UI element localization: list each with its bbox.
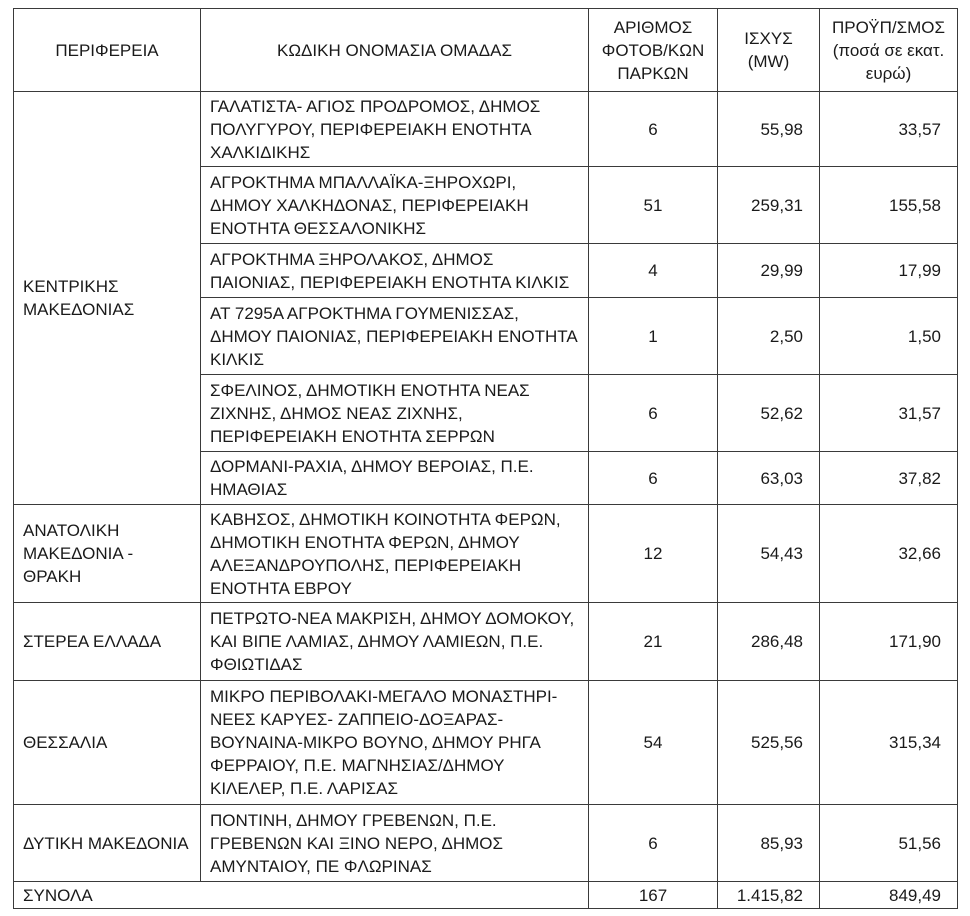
group-cell: ΑΓΡΟΚΤΗΜΑ ΞΗΡΟΛΑΚΟΣ, ΔΗΜΟΣ ΠΑΙΟΝΙΑΣ, ΠΕΡΙΦΕΡΕΙΑΚΗ ΕΝΟΤΗΤΑ ΚΙΛΚΙΣ xyxy=(201,244,589,298)
budget-cell: 17,99 xyxy=(820,244,958,298)
parks-cell: 6 xyxy=(589,805,718,882)
table-row xyxy=(14,92,958,167)
header-parks: ΑΡΙΘΜΟΣ ΦΟΤΟΒ/ΚΩΝ ΠΑΡΚΩΝ xyxy=(589,9,718,92)
group-cell: ΠΕΤΡΩΤΟ-ΝΕΑ ΜΑΚΡΙΣΗ, ΔΗΜΟΥ ΔΟΜΟΚΟΥ, ΚΑΙ ΒΙΠΕ ΛΑΜΙΑΣ, ΔΗΜΟΥ ΛΑΜΙΕΩΝ, Π.Ε. ΦΘΙΩΤΙΔΑΣ xyxy=(201,603,589,681)
budget-cell: 51,56 xyxy=(820,805,958,882)
power-cell: 259,31 xyxy=(718,167,820,244)
power-cell: 525,56 xyxy=(718,681,820,805)
power-cell: 29,99 xyxy=(718,244,820,298)
table-row xyxy=(14,505,958,603)
region-cell: ΣΤΕΡΕΑ ΕΛΛΑΔΑ xyxy=(14,603,201,681)
totals-power: 1.415,82 xyxy=(718,882,820,909)
group-cell: ΑΓΡΟΚΤΗΜΑ ΜΠΑΛΛΑΪΚΑ-ΞΗΡΟΧΩΡΙ, ΔΗΜΟΥ ΧΑΛΚΗΔΟΝΑΣ, ΠΕΡΙΦΕΡΕΙΑΚΗ ΕΝΟΤΗΤΑ ΘΕΣΣΑΛΟΝΙΚΗΣ xyxy=(201,167,589,244)
budget-cell: 315,34 xyxy=(820,681,958,805)
region-cell: ΔΥΤΙΚΗ ΜΑΚΕΔΟΝΙΑ xyxy=(14,805,201,882)
parks-cell: 21 xyxy=(589,603,718,681)
parks-cell: 4 xyxy=(589,244,718,298)
parks-cell: 1 xyxy=(589,298,718,375)
budget-cell: 171,90 xyxy=(820,603,958,681)
group-cell: ΣΦΕΛΙΝΟΣ, ΔΗΜΟΤΙΚΗ ΕΝΟΤΗΤΑ ΝΕΑΣ ΖΙΧΝΗΣ, ΔΗΜΟΣ ΝΕΑΣ ΖΙΧΝΗΣ, ΠΕΡΙΦΕΡΕΙΑΚΗ ΕΝΟΤΗΤΑ ΣΕΡΡΩΝ xyxy=(201,375,589,452)
header-budget: ΠΡΟΫΠ/ΣΜΟΣ (ποσά σε εκατ. ευρώ) xyxy=(820,9,958,92)
power-cell: 52,62 xyxy=(718,375,820,452)
parks-cell: 6 xyxy=(589,92,718,167)
budget-cell: 1,50 xyxy=(820,298,958,375)
group-cell: ΠΟΝΤΙΝΗ, ΔΗΜΟΥ ΓΡΕΒΕΝΩΝ, Π.Ε. ΓΡΕΒΕΝΩΝ ΚΑΙ ΞΙΝΟ ΝΕΡΟ, ΔΗΜΟΣ ΑΜΥΝΤΑΙΟΥ, ΠΕ ΦΛΩΡΙΝΑΣ xyxy=(201,805,589,882)
budget-cell: 33,57 xyxy=(820,92,958,167)
power-cell: 54,43 xyxy=(718,505,820,603)
parks-cell: 6 xyxy=(589,375,718,452)
header-row xyxy=(14,9,958,92)
parks-cell: 6 xyxy=(589,452,718,505)
parks-cell: 54 xyxy=(589,681,718,805)
solar-parks-table xyxy=(13,8,958,909)
region-cell: ΑΝΑΤΟΛΙΚΗ ΜΑΚΕΔΟΝΙΑ - ΘΡΑΚΗ xyxy=(14,505,201,603)
power-cell: 55,98 xyxy=(718,92,820,167)
header-group: ΚΩΔΙΚΗ ΟΝΟΜΑΣΙΑ ΟΜΑΔΑΣ xyxy=(201,9,589,92)
group-cell: ΓΑΛΑΤΙΣΤΑ- ΑΓΙΟΣ ΠΡΟΔΡΟΜΟΣ, ΔΗΜΟΣ ΠΟΛΥΓΥΡΟΥ, ΠΕΡΙΦΕΡΕΙΑΚΗ ΕΝΟΤΗΤΑ ΧΑΛΚΙΔΙΚΗΣ xyxy=(201,92,589,167)
budget-cell: 32,66 xyxy=(820,505,958,603)
region-cell: ΚΕΝΤΡΙΚΗΣ ΜΑΚΕΔΟΝΙΑΣ xyxy=(14,92,201,505)
header-region: ΠΕΡΙΦΕΡΕΙΑ xyxy=(14,9,201,92)
budget-cell: 31,57 xyxy=(820,375,958,452)
group-cell: ΑΤ 7295Α ΑΓΡΟΚΤΗΜΑ ΓΟΥΜΕΝΙΣΣΑΣ, ΔΗΜΟΥ ΠΑΙΟΝΙΑΣ, ΠΕΡΙΦΕΡΕΙΑΚΗ ΕΝΟΤΗΤΑ ΚΙΛΚΙΣ xyxy=(201,298,589,375)
totals-parks: 167 xyxy=(589,882,718,909)
totals-row xyxy=(14,882,958,909)
totals-label: ΣΥΝΟΛΑ xyxy=(14,882,589,909)
parks-cell: 51 xyxy=(589,167,718,244)
group-cell: ΚΑΒΗΣΟΣ, ΔΗΜΟΤΙΚΗ ΚΟΙΝΟΤΗΤΑ ΦΕΡΩΝ, ΔΗΜΟΤΙΚΗ ΕΝΟΤΗΤΑ ΦΕΡΩΝ, ΔΗΜΟΥ ΑΛΕΞΑΝΔΡΟΥΠΟΛΗΣ, ΠΕΡΙΦΕΡΕΙΑΚΗ ΕΝΟΤΗΤΑ ΕΒΡΟΥ xyxy=(201,505,589,603)
totals-budget: 849,49 xyxy=(820,882,958,909)
power-cell: 2,50 xyxy=(718,298,820,375)
header-power: ΙΣΧΥΣ (MW) xyxy=(718,9,820,92)
table-row xyxy=(14,805,958,882)
parks-cell: 12 xyxy=(589,505,718,603)
power-cell: 286,48 xyxy=(718,603,820,681)
power-cell: 85,93 xyxy=(718,805,820,882)
power-cell: 63,03 xyxy=(718,452,820,505)
table-row xyxy=(14,603,958,681)
group-cell: ΜΙΚΡΟ ΠΕΡΙΒΟΛΑΚΙ-ΜΕΓΑΛΟ ΜΟΝΑΣΤΗΡΙ-ΝΕΕΣ ΚΑΡΥΕΣ- ΖΑΠΠΕΙΟ-ΔΟΞΑΡΑΣ-ΒΟΥΝΑΙΝΑ-ΜΙΚΡΟ ΒΟΥΝΟ, ΔΗΜΟΥ ΡΗΓΑ ΦΕΡΡΑΙΟΥ, Π.Ε. ΜΑΓΝΗΣΙΑΣ/ΔΗΜΟΥ ΚΙΛΕΛΕΡ, Π.Ε. ΛΑΡΙΣΑΣ xyxy=(201,681,589,805)
group-cell: ΔΟΡΜΑΝΙ-ΡΑΧΙΑ, ΔΗΜΟΥ ΒΕΡΟΙΑΣ, Π.Ε. ΗΜΑΘΙΑΣ xyxy=(201,452,589,505)
budget-cell: 37,82 xyxy=(820,452,958,505)
region-cell: ΘΕΣΣΑΛΙΑ xyxy=(14,681,201,805)
table-row xyxy=(14,681,958,805)
budget-cell: 155,58 xyxy=(820,167,958,244)
